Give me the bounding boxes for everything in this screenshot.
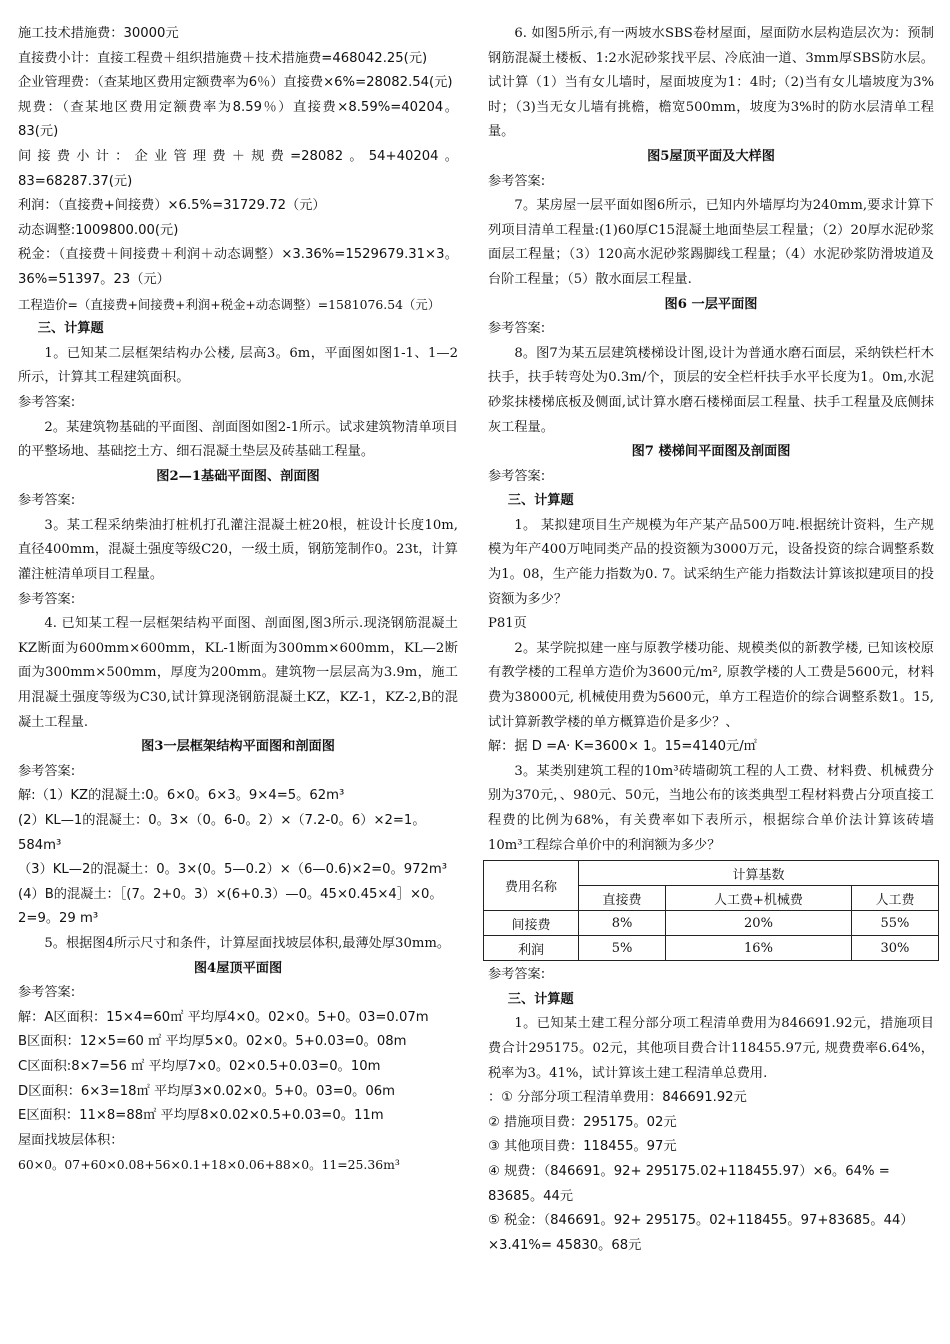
solution-line: （3）KL—2的混凝土：0。3×(0。5—0.2）×（6—0.6)×2=0。972m³: [18, 862, 448, 878]
question-3: 3。某工程采纳柴油打桩机打孔灌注混凝土桩20根，桩设计长度10m, 直径400mm，混凝土强度等级C20，一级土质，钢筋笼制作0。23t，计算灌注桩清单项目工程量。: [18, 517, 458, 583]
table-row: [484, 936, 939, 961]
table-cell: 利润: [484, 936, 579, 961]
project-cost-line: 工程造价=（直接费+间接费+利润+税金+动态调整）=1581076.54（元）: [18, 296, 441, 312]
solution-line: C区面积:8×7=56 ㎡ 平均厚7×0。02×0.5+0.03=0。10m: [18, 1058, 381, 1074]
estimate-question-1: 1。 某拟建项目生产规模为年产某产品500万吨.根据统计资料，生产规模为年产400万吨同类产品的投资额为3000万元，设备投资的综合调整系数为1。08，生产能力指数为0. 7。试采纳生产能力指数法计算该拟建项目的投资额为多少？: [488, 517, 934, 607]
table-row: [484, 911, 939, 936]
table-cell: 间接费: [484, 911, 579, 936]
management-fee: 企业管理费：（查某地区费用定额费率为6％）直接费×6%=28082.54(元): [18, 75, 453, 91]
table-cell: 16%: [666, 936, 852, 961]
indirect-fee-subtotal: 间接费小计：企业管理费＋规费=28082。54+40204。83=68287.37(元): [18, 148, 458, 189]
solution-line: 解:（1）KZ的混凝土:0。6×0。6×3。9×4=5。62m³: [18, 788, 345, 804]
answer-label: 参考答案:: [488, 468, 546, 484]
solution-line: 60×0。07+60×0.08+56×0.1+18×0.06+88×0。11=25.36m³: [18, 1157, 400, 1173]
regulatory-fee: 规费：（查某地区费用定额费率为8.59％）直接费×8.59%=40204。83(元): [18, 99, 458, 140]
tax-line: 税金：（直接费＋间接费＋利润＋动态调整）×3.36%=1529679.31×3。36%=51397。23（元）: [18, 247, 458, 287]
question-1: 1。已知某二层框架结构办公楼, 层高3。6m，平面图如图1-1、1—2所示，计算其工程建筑面积。: [18, 345, 458, 386]
question-5: 5。根据图4所示尺寸和条件，计算屋面找坡层体积,最薄处厚30mm。: [44, 935, 451, 951]
direct-fee-subtotal: 直接费小计：直接工程费＋组织措施费＋技术措施费=468042.25(元): [18, 50, 428, 66]
table-header-cell: 人工费+机械费: [666, 886, 852, 911]
bill-question-1: 1。已知某土建工程分部分项工程清单费用为846691.92元，措施项目费合计295175。02元，其他项目费合计118455.97元, 规费费率6.64%，税率为3。41%，试计算该土建工程清单总费用.: [488, 1016, 934, 1081]
solution-line: ：① 分部分项工程清单费用：846691.92元: [488, 1090, 747, 1106]
solution-line: 解：据 D =A· K=3600× 1。15=4140元/㎡: [488, 739, 757, 755]
measure-fee-line: 施工技术措施费：30000元: [18, 26, 179, 41]
profit-line: 利润：（直接费+间接费）×6.5%=31729.72（元）: [18, 198, 326, 214]
table-header-cell: 计算基数: [579, 861, 939, 886]
solution-line: 屋面找坡层体积：: [18, 1132, 124, 1148]
figure-caption: 图7 楼梯间平面图及剖面图: [631, 444, 791, 460]
table-cell: 30%: [851, 936, 938, 961]
fee-rate-table: [483, 860, 939, 961]
section-heading: 三、计算题: [37, 321, 104, 337]
solution-line: ④ 规费：（846691。92+ 295175.02+118455.97）×6。64% = 83685。44元: [488, 1163, 890, 1204]
table-cell: 5%: [579, 936, 666, 961]
table-cell: 55%: [851, 911, 938, 936]
question-7: 7。某房屋一层平面如图6所示，已知内外墙厚均为240mm,要求计算下列项目清单工程量:(1)60厚C15混凝土地面垫层工程量；（2）20厚水泥砂浆面层工程量；（3）120高水泥砂浆踢脚线工程量；（4）水泥砂浆防滑坡道及台阶工程量；（5）散水面层工程量.: [488, 198, 934, 287]
answer-label: 参考答案:: [18, 394, 76, 410]
solution-line: B区面积：12×5=60 ㎡ 平均厚5×0。02×0。5+0.03=0。08m: [18, 1034, 407, 1050]
figure-caption: 图4屋顶平面图: [193, 960, 283, 976]
answer-label: 参考答案:: [488, 173, 546, 189]
answer-label: 参考答案:: [18, 591, 76, 607]
question-8: 8。图7为某五层建筑楼梯设计图,设计为普通水磨石面层，采纳铁栏杆木扶手，扶手转弯处为0.3m/个，顶层的安全栏杆扶手水平长度为1。0m,水泥砂浆抹楼梯底板及侧面,试计算水磨石楼梯面层工程量、扶手工程量及底侧抹灰工程量。: [488, 345, 934, 435]
estimate-question-2: 2。某学院拟建一座与原教学楼功能、规模类似的新教学楼, 已知该校原有教学楼的工程单方造价为3600元/m², 原教学楼的人工费是5600元，材料费为38000元, 机械使用费为5600元，单方工程造价的综合调整系数1。15, 试计算新教学楼的单方概算造价是多少？、: [488, 640, 934, 730]
page-reference: P81页: [488, 616, 527, 632]
question-4: 4. 已知某工程一层框架结构平面图、剖面图,图3所示.现浇钢筋混凝土KZ断面为600mm×600mm，KL-1断面为300mm×600mm，KL—2断面为300mm×500mm，厚度为200mm。建筑物一层层高为3.9m，施工用混凝土强度等级为C30,试计算现浇钢筋混凝土KZ，KZ-1，KZ-2,B的混凝土工程量.: [18, 616, 458, 730]
solution-line: 解：A区面积：15×4=60㎡ 平均厚4×0。02×0。5+0。03=0.07m: [18, 1009, 429, 1025]
section-heading: 三、计算题: [507, 991, 574, 1007]
question-2: 2。某建筑物基础的平面图、剖面图如图2-1所示。试求建筑物清单项目的平整场地、基础挖土方、细石混凝土垫层及砖基础工程量。: [18, 419, 458, 460]
right-column: [488, 22, 934, 1258]
figure-caption: 图5屋顶平面及大样图: [647, 148, 775, 164]
answer-label: 参考答案:: [18, 493, 76, 509]
solution-line: ③ 其他项目费：118455。97元: [488, 1139, 677, 1155]
left-column: [18, 22, 458, 1178]
answer-label: 参考答案:: [18, 763, 76, 779]
dynamic-adjustment: 动态调整:1009800.00(元): [18, 222, 179, 238]
answer-label: 参考答案:: [488, 967, 546, 983]
table-header-cell: 直接费: [579, 886, 666, 911]
estimate-question-3: 3。某类别建筑工程的10m³砖墙砌筑工程的人工费、材料费、机械费分别为370元，、980元、50元，当地公布的该类典型工程材料费占分项直接工程费的比例为68%，有关费率如下表所示，根据综合单价法计算该砖墙10m³工程综合单价中的利润额为多少？: [488, 763, 934, 853]
answer-label: 参考答案:: [488, 321, 546, 337]
section-heading: 三、计算题: [507, 493, 574, 509]
solution-line: E区面积：11×8=88㎡ 平均厚8×0.02×0.5+0.03=0。11m: [18, 1108, 384, 1124]
figure-caption: 图2—1基础平面图、剖面图: [156, 468, 320, 484]
solution-line: ② 措施项目费：295175。02元: [488, 1114, 677, 1130]
solution-line: D区面积：6×3=18㎡ 平均厚3×0.02×0。5+0。03=0。06m: [18, 1083, 395, 1099]
figure-caption: 图3一层框架结构平面图和剖面图: [141, 739, 335, 755]
question-6: 6. 如图5所示,有一两坡水SBS卷材屋面，屋面防水层构造层次为：预制钢筋混凝土楼板、1:2水泥砂浆找平层、冷底油一道、3mm厚SBS防水层。试计算（1）当有女儿墙时，屋面坡度为1：4时;（2)当有女儿墙坡度为3%时；（3)当无女儿墙有挑檐，檐宽500mm，坡度为3%时的防水层清单工程量。: [488, 26, 934, 140]
solution-line: (4）B的混凝土：［(7。2+0。3）×(6+0.3）—0。45×0.45×4］×0。2=9。29 m³: [18, 886, 443, 927]
table-cell: 8%: [579, 911, 666, 936]
table-header-cell: 费用名称: [484, 861, 579, 911]
solution-line: ⑤ 税金：（846691。92+ 295175。02+118455。97+83685。44）×3.41%= 45830。68元: [488, 1213, 914, 1253]
solution-line: (2）KL—1的混凝土：0。3×（0。6-0。2）×（7.2-0。6）×2=1。584m³: [18, 813, 426, 853]
table-header-cell: 人工费: [851, 886, 938, 911]
figure-caption: 图6 一层平面图: [664, 296, 758, 312]
answer-label: 参考答案:: [18, 985, 76, 1001]
table-header-row: [484, 861, 939, 886]
table-cell: 20%: [666, 911, 852, 936]
